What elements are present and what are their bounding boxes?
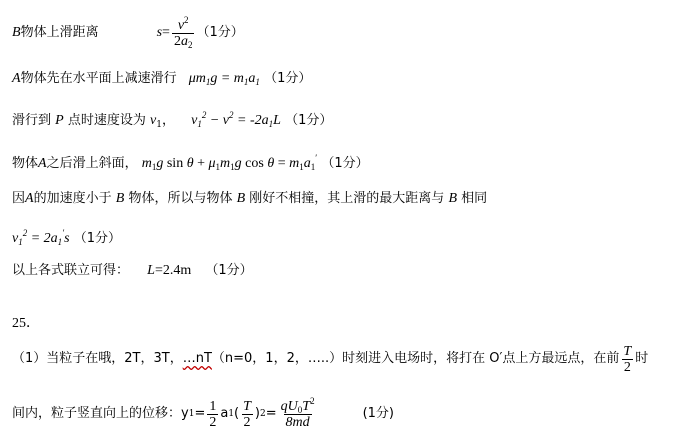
score-3: （1分）: [285, 113, 333, 128]
line-10-a: 间内，粒子竖直向上的位移：y: [12, 406, 189, 421]
line-7-text: 以上各式联立可得：: [12, 263, 130, 278]
fraction-t-over-2: $\frac{T}{2}$: [623, 343, 632, 375]
eq-s: s: [156, 25, 163, 40]
fraction-qu0t2-over-8md: $\frac{qU_0T^2}{8md}$: [280, 395, 315, 430]
line-10: 间内，粒子竖直向上的位移：y 1 = $\frac{1}{2}$ a 1 ( $\frac{T}{2}$ ) 2 = $\frac{qU_0T^2}{8md}$ (1分): [12, 395, 394, 430]
score-1: （1分）: [196, 25, 244, 40]
equation-2: $\mu m_1g = m_1a_1$: [188, 71, 260, 87]
equation-4: $m_1g$ $\sin \theta + \mu_1m_1g$ $\cos \theta = m_1a_1'$: [141, 153, 318, 172]
line-5-d: 刚好不相撞，其上滑的最大距离与: [249, 191, 445, 206]
line-4-text-a: 物体: [12, 156, 39, 171]
line-10-b: =: [194, 406, 206, 421]
line-9-c: （n=0，1，2，…..）时刻进入电场时，将打在 O′点上方最远点，在前: [211, 351, 620, 366]
fraction-1-over-2: $\frac{1}{2}$: [209, 398, 217, 430]
line-1: B 物体上滑距离 s = $\frac{v^2}{2a_2}$ （1分）: [12, 14, 244, 50]
line-1-text: 物体上滑距离: [20, 25, 99, 40]
line-2: A物体先在水平面上减速滑行 $\mu m_1g = m_1a_1$ （1分）: [12, 71, 312, 87]
question-number: 25．: [12, 316, 40, 331]
line-4-text-b: 之后滑上斜面，: [46, 156, 138, 171]
line-3-text-b: 点时速度设为: [67, 113, 146, 128]
score-10: (1分): [362, 406, 394, 421]
fraction-v2-over-2a2: $\frac{v^2}{2a_2}$: [173, 14, 193, 50]
line-5: 因A的加速度小于 B 物体，所以与物体 B 刚好不相撞，其上滑的最大距离与 B 相同: [12, 191, 488, 206]
line-9-a: （1）当粒子在哦，2T，3T，: [12, 351, 183, 366]
line-9-d: 时: [635, 351, 649, 366]
line-3: 滑行到 P 点时速度设为 $v_1$， $v_1^2 - v^2 = -2a_1L$ （1分）: [12, 110, 333, 130]
equation-6: $v_1^2 = 2a_1's$: [12, 228, 70, 247]
line-5-a: 因: [12, 191, 26, 206]
line-10-e: ): [254, 406, 260, 421]
line-6: [12, 230, 121, 248]
fraction-t-over-2b: $\frac{T}{2}$: [243, 398, 251, 430]
var-b: B: [12, 25, 21, 40]
line-4: 物体A之后滑上斜面， $m_1g$ $\sin \theta + \mu_1m_1g$ $\cos \theta = m_1a_1'$ （1分）: [12, 153, 369, 172]
line-3-text-a: 滑行到: [12, 113, 52, 128]
score-6: （1分）: [73, 231, 122, 246]
score-7: （1分）: [205, 263, 253, 278]
line-5-e: 相同: [461, 191, 488, 206]
line-10-d: (: [234, 406, 240, 421]
score-2: （1分）: [264, 71, 312, 86]
line-9: [12, 340, 648, 378]
line-5-b: 的加速度小于: [33, 191, 112, 206]
line-10-f: =: [265, 406, 277, 421]
result-value: =2.4m: [154, 263, 192, 278]
equation-3: $v_1^2 - v^2 = -2a_1L$: [191, 110, 281, 129]
line-9-b: …nT: [182, 351, 212, 366]
line-7: 以上各式联立可得： L=2.4m （1分）: [12, 263, 253, 278]
line-8: [12, 315, 40, 333]
line-10-c: a: [220, 406, 229, 421]
score-4: （1分）: [321, 156, 369, 171]
line-2-text: 物体先在水平面上减速滑行: [20, 71, 177, 86]
line-5-c: 物体，所以与物体: [128, 191, 233, 206]
